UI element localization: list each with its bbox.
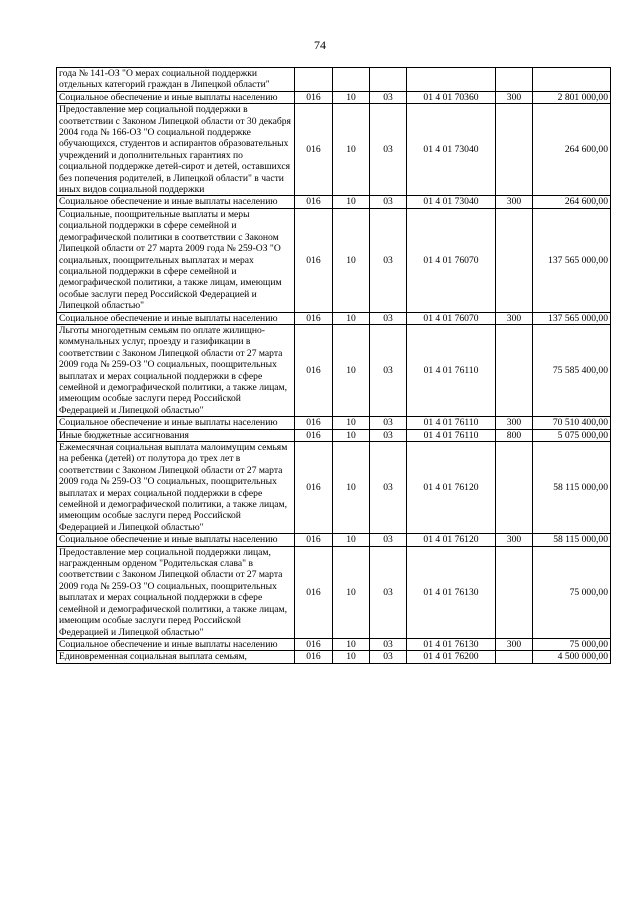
subsection-code-cell: 03 <box>370 638 407 650</box>
amount-cell: 4 500 000,00 <box>533 651 611 663</box>
ministry-code-cell: 016 <box>295 442 333 534</box>
expense-type-cell <box>496 442 533 534</box>
subsection-code-cell: 03 <box>370 104 407 196</box>
amount-cell: 75 000,00 <box>533 638 611 650</box>
ministry-code-cell: 016 <box>295 104 333 196</box>
section-code-cell: 10 <box>333 104 370 196</box>
expense-type-cell: 300 <box>496 417 533 429</box>
ministry-code-cell: 016 <box>295 324 333 416</box>
target-article-cell: 01 4 01 70360 <box>407 91 496 103</box>
expense-type-cell <box>496 546 533 638</box>
section-code-cell: 10 <box>333 196 370 208</box>
subsection-code-cell: 03 <box>370 442 407 534</box>
section-code-cell: 10 <box>333 534 370 546</box>
expense-type-cell: 300 <box>496 534 533 546</box>
ministry-code-cell: 016 <box>295 546 333 638</box>
row-name-cell: Социальные, поощрительные выплаты и меры социальной поддержки в сфере семейной и демографической политики в соответствии с Законом Липецкой области от 27 марта 2009 года № 259-ОЗ "О социальных, поощрительных выплатах и мерах социальной поддержки в сфере семейной и демографической политики, а также лицам, имеющим особые заслуги перед Российской Федерацией и Липецкой областью" <box>57 208 295 312</box>
ministry-code-cell: 016 <box>295 417 333 429</box>
amount-cell: 264 600,00 <box>533 104 611 196</box>
expense-type-cell: 300 <box>496 312 533 324</box>
subsection-code-cell: 03 <box>370 196 407 208</box>
section-code-cell: 10 <box>333 429 370 441</box>
subsection-code-cell: 03 <box>370 534 407 546</box>
expense-type-cell <box>496 651 533 663</box>
expense-type-cell: 300 <box>496 91 533 103</box>
amount-cell: 58 115 000,00 <box>533 534 611 546</box>
section-code-cell: 10 <box>333 312 370 324</box>
expense-type-cell <box>496 104 533 196</box>
row-name-cell: Предоставление мер социальной поддержки в соответствии с Законом Липецкой области от 30 декабря 2004 года № 166-ОЗ "О социальной поддержке обучающихся, студентов и аспирантов образовательных учреждений и дополнительных гарантиях по социальной поддержке детей-сирот и детей, оставшихся без попечения родителей, в Липецкой области" в части иных видов социальной поддержки <box>57 104 295 196</box>
ministry-code-cell: 016 <box>295 638 333 650</box>
expense-type-cell: 800 <box>496 429 533 441</box>
target-article-cell <box>407 68 496 92</box>
section-code-cell: 10 <box>333 91 370 103</box>
amount-cell: 75 585 400,00 <box>533 324 611 416</box>
target-article-cell: 01 4 01 76110 <box>407 417 496 429</box>
amount-cell: 137 565 000,00 <box>533 208 611 312</box>
ministry-code-cell: 016 <box>295 534 333 546</box>
expense-type-cell: 300 <box>496 638 533 650</box>
expense-type-cell <box>496 324 533 416</box>
row-name-cell: Социальное обеспечение и иные выплаты населению <box>57 638 295 650</box>
subsection-code-cell: 03 <box>370 546 407 638</box>
target-article-cell: 01 4 01 73040 <box>407 196 496 208</box>
section-code-cell: 10 <box>333 324 370 416</box>
section-code-cell: 10 <box>333 442 370 534</box>
section-code-cell: 10 <box>333 208 370 312</box>
budget-table <box>56 67 611 664</box>
subsection-code-cell: 03 <box>370 324 407 416</box>
target-article-cell: 01 4 01 76130 <box>407 638 496 650</box>
ministry-code-cell: 016 <box>295 312 333 324</box>
target-article-cell: 01 4 01 76130 <box>407 546 496 638</box>
table-row <box>57 429 611 441</box>
section-code-cell <box>333 68 370 92</box>
subsection-code-cell: 03 <box>370 91 407 103</box>
subsection-code-cell: 03 <box>370 429 407 441</box>
amount-cell: 2 801 000,00 <box>533 91 611 103</box>
amount-cell: 137 565 000,00 <box>533 312 611 324</box>
target-article-cell: 01 4 01 76070 <box>407 312 496 324</box>
row-name-cell: Предоставление мер социальной поддержки лицам, награжденным орденом "Родительская слава" в соответствии с Законом Липецкой области от 27 марта 2009 года № 259-ОЗ "О социальных, поощрительных выплатах и мерах социальной поддержки в сфере семейной и демографической политики, а также лицам, имеющим особые заслуги перед Российской Федерацией и Липецкой областью" <box>57 546 295 638</box>
amount-cell <box>533 68 611 92</box>
table-row <box>57 208 611 312</box>
row-name-cell: Социальное обеспечение и иные выплаты населению <box>57 534 295 546</box>
amount-cell: 75 000,00 <box>533 546 611 638</box>
page-number: 74 <box>314 38 326 52</box>
expense-type-cell <box>496 208 533 312</box>
row-name-cell: года № 141-ОЗ "О мерах социальной поддержки отдельных категорий граждан в Липецкой области" <box>57 68 295 92</box>
target-article-cell: 01 4 01 76110 <box>407 324 496 416</box>
row-name-cell: Социальное обеспечение и иные выплаты населению <box>57 91 295 103</box>
target-article-cell: 01 4 01 73040 <box>407 104 496 196</box>
table-row <box>57 417 611 429</box>
target-article-cell: 01 4 01 76120 <box>407 442 496 534</box>
ministry-code-cell <box>295 68 333 92</box>
amount-cell: 264 600,00 <box>533 196 611 208</box>
table-row <box>57 546 611 638</box>
section-code-cell: 10 <box>333 546 370 638</box>
table-row <box>57 312 611 324</box>
target-article-cell: 01 4 01 76070 <box>407 208 496 312</box>
section-code-cell: 10 <box>333 638 370 650</box>
row-name-cell: Социальное обеспечение и иные выплаты населению <box>57 312 295 324</box>
target-article-cell: 01 4 01 76120 <box>407 534 496 546</box>
amount-cell: 58 115 000,00 <box>533 442 611 534</box>
ministry-code-cell: 016 <box>295 208 333 312</box>
table-row <box>57 442 611 534</box>
table-row <box>57 196 611 208</box>
expense-type-cell: 300 <box>496 196 533 208</box>
section-code-cell: 10 <box>333 417 370 429</box>
table-row <box>57 104 611 196</box>
row-name-cell: Ежемесячная социальная выплата малоимущим семьям на ребенка (детей) от полутора до трех лет в соответствии с Законом Липецкой области от 27 марта 2009 года № 259-ОЗ "О социальных, поощрительных выплатах и мерах социальной поддержки в сфере семейной и демографической политики, а также лицам, имеющим особые заслуги перед Российской Федерацией и Липецкой областью" <box>57 442 295 534</box>
subsection-code-cell: 03 <box>370 208 407 312</box>
expense-type-cell <box>496 68 533 92</box>
table-row <box>57 91 611 103</box>
row-name-cell: Льготы многодетным семьям по оплате жилищно-коммунальных услуг, проезду и газификации в соответствии с Законом Липецкой области от 27 марта 2009 года № 259-ОЗ "О социальных, поощрительных выплатах и мерах социальной поддержки в сфере семейной и демографической политики, а также лицам, имеющим особые заслуги перед Российской Федерацией и Липецкой областью" <box>57 324 295 416</box>
table-row <box>57 534 611 546</box>
ministry-code-cell: 016 <box>295 429 333 441</box>
row-name-cell: Иные бюджетные ассигнования <box>57 429 295 441</box>
section-code-cell: 10 <box>333 651 370 663</box>
ministry-code-cell: 016 <box>295 651 333 663</box>
row-name-cell: Единовременная социальная выплата семьям, <box>57 651 295 663</box>
budget-table-body <box>57 68 611 664</box>
subsection-code-cell: 03 <box>370 312 407 324</box>
table-row <box>57 651 611 663</box>
subsection-code-cell: 03 <box>370 417 407 429</box>
amount-cell: 70 510 400,00 <box>533 417 611 429</box>
table-row <box>57 68 611 92</box>
table-row <box>57 324 611 416</box>
subsection-code-cell: 03 <box>370 651 407 663</box>
subsection-code-cell <box>370 68 407 92</box>
table-row <box>57 638 611 650</box>
ministry-code-cell: 016 <box>295 196 333 208</box>
ministry-code-cell: 016 <box>295 91 333 103</box>
target-article-cell: 01 4 01 76110 <box>407 429 496 441</box>
target-article-cell: 01 4 01 76200 <box>407 651 496 663</box>
row-name-cell: Социальное обеспечение и иные выплаты населению <box>57 196 295 208</box>
row-name-cell: Социальное обеспечение и иные выплаты населению <box>57 417 295 429</box>
amount-cell: 5 075 000,00 <box>533 429 611 441</box>
